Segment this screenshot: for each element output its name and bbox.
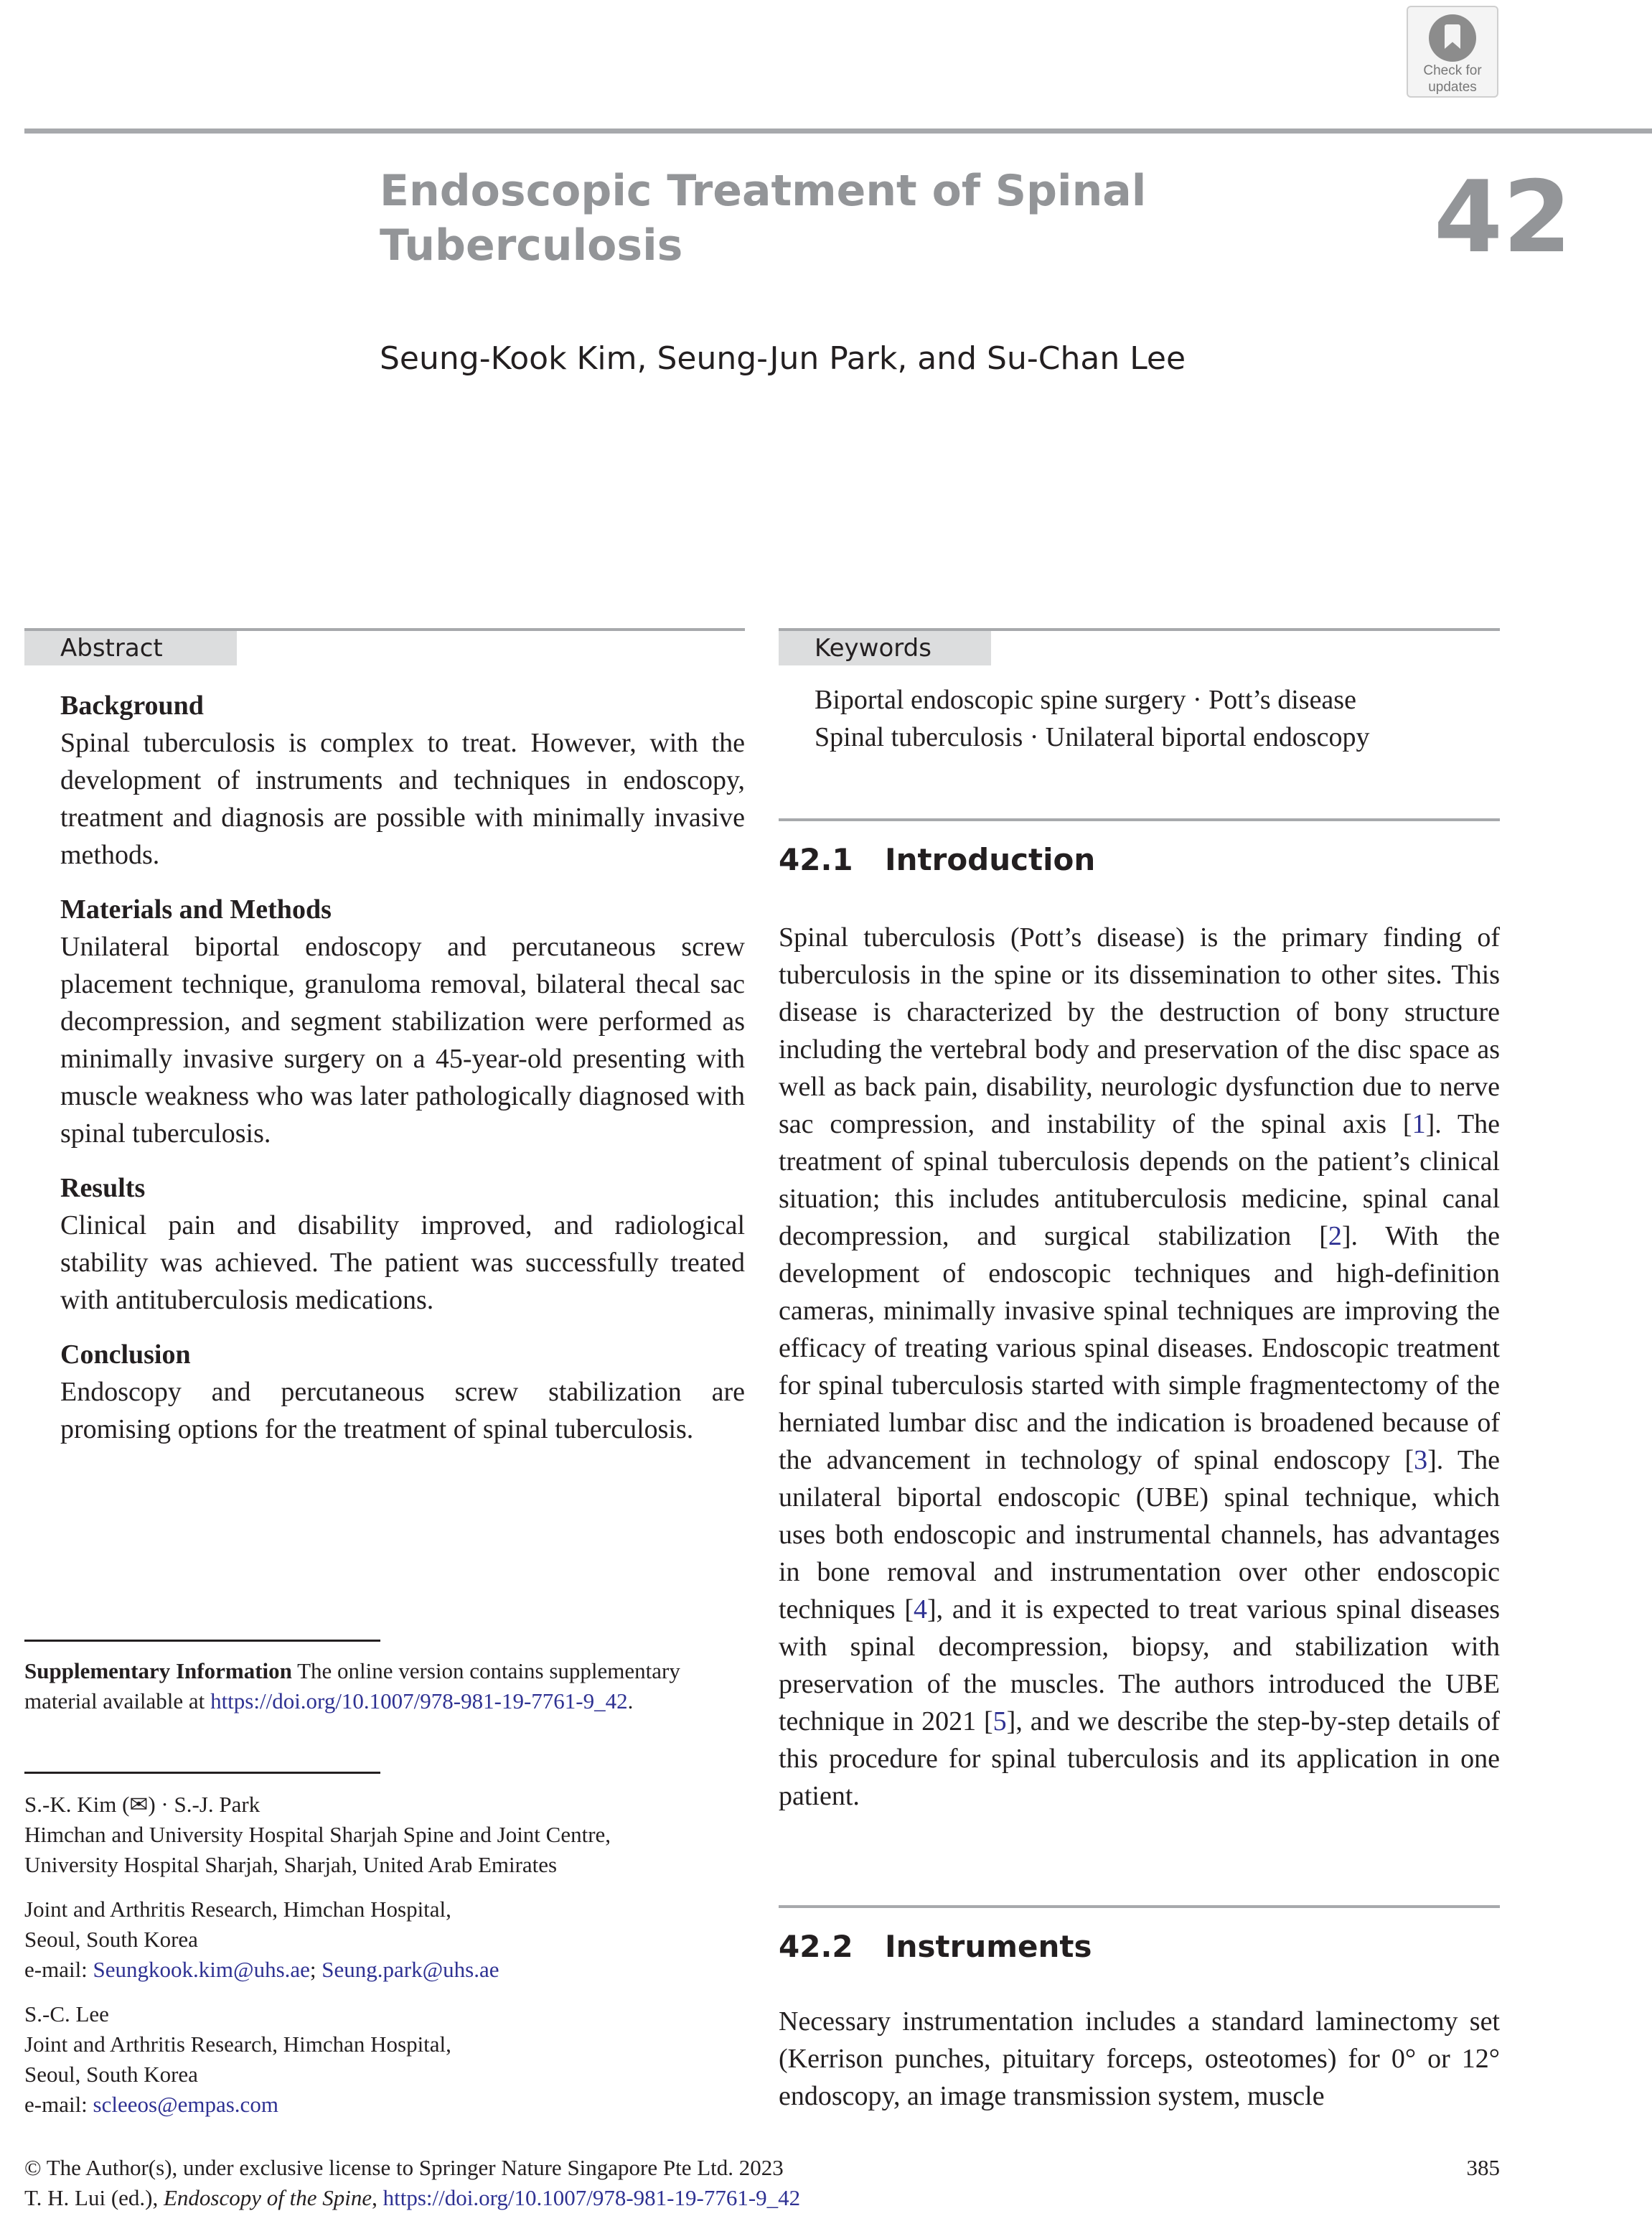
introduction-title: Introduction	[885, 842, 1096, 877]
supplementary-end: .	[627, 1688, 634, 1714]
instruments-rule	[779, 1905, 1500, 1908]
chapter-title-line-2: Tuberculosis	[380, 220, 683, 271]
keywords-section	[779, 628, 1500, 756]
introduction-rule	[779, 818, 1500, 821]
abstract-section	[24, 628, 745, 1465]
intro-text-6: ], and we describe the step-by-step details of this procedure for spinal tuberculosis and its application in one patient.	[779, 1706, 1500, 1811]
header-rule	[24, 128, 1652, 134]
affiliation-2	[24, 1894, 756, 1985]
abstract-methods	[60, 891, 745, 1152]
abstract-conclusion-text: Endoscopy and percutaneous screw stabilization are promising options for the treatment of spinal tuberculosis.	[60, 1377, 745, 1444]
abstract-background-head: Background	[60, 691, 204, 721]
intro-text-2: ]. The treatment of spinal tuberculosis depends on the patient’s clinical situation; this includes antituberculosis medicine, spinal canal decompression, and surgical stabilization [	[779, 1109, 1501, 1251]
copyright-footer	[24, 2153, 1244, 2213]
affiliations-rule	[24, 1772, 380, 1774]
supplementary-note	[24, 1640, 756, 1716]
keywords-label: Keywords	[779, 631, 991, 665]
affiliation-1-line-1: Himchan and University Hospital Sharjah Spine and Joint Centre,	[24, 1822, 611, 1847]
badge-line-1: Check for	[1423, 63, 1482, 78]
copyright-line: © The Author(s), under exclusive license to Springer Nature Singapore Pte Ltd. 2023	[24, 2155, 784, 2180]
email-link-kim[interactable]: Seungkook.kim@uhs.ae	[93, 1957, 310, 1982]
abstract-background-text: Spinal tuberculosis is complex to treat. However, with the development of instruments and techniques in endoscopy, treatment and diagnosis are possible with minimally invasive methods.	[60, 728, 745, 870]
bookmark-icon	[1429, 14, 1476, 62]
introduction-paragraph	[779, 919, 1500, 1815]
email-separator: ;	[309, 1957, 322, 1982]
affiliation-3-line-1: Joint and Arthritis Research, Himchan Hospital,	[24, 2032, 451, 2057]
email-label: e-mail:	[24, 1957, 93, 1982]
intro-text-1: Spinal tuberculosis (Pott’s disease) is the primary finding of tuberculosis in the spine or its dissemination to other sites. This disease is characterized by the destruction of bony structure including the vertebral body and preservation of the disc space as well as back pain, disability, neurologic dysfunction due to nerve sac compression, and instability of the spinal axis [	[779, 922, 1500, 1139]
affiliation-1-authors: S.-K. Kim (✉) · S.-J. Park	[24, 1792, 261, 1817]
abstract-results-head: Results	[60, 1173, 146, 1203]
abstract-results	[60, 1169, 745, 1319]
check-for-updates-badge[interactable]	[1407, 6, 1498, 98]
supplementary-text	[24, 1656, 756, 1716]
keywords-line-2: Spinal tuberculosis · Unilateral biportal endoscopy	[815, 722, 1370, 752]
citation-3-link[interactable]: 3	[1414, 1445, 1428, 1475]
email-link-park[interactable]: Seung.park@uhs.ae	[322, 1957, 499, 1982]
instruments-title: Instruments	[885, 1929, 1092, 1964]
intro-text-5: ], and it is expected to treat various spinal diseases with spinal decompression, biopsy, and stabilization with preservation of the muscles. The authors introduced the UBE technique in 2021 [	[779, 1594, 1500, 1736]
instruments-paragraph: Necessary instrumentation includes a standard laminectomy set (Kerrison punches, pituitary forceps, osteotomes) for 0° or 12° endoscopy, an image transmission system, muscle	[779, 2006, 1500, 2111]
email-label: e-mail:	[24, 2092, 93, 2117]
introduction-number: 42.1	[779, 842, 853, 877]
affiliation-2-line-1: Joint and Arthritis Research, Himchan Hospital,	[24, 1897, 451, 1922]
abstract-background	[60, 687, 745, 874]
abstract-content	[24, 687, 745, 1448]
citation-line	[24, 2183, 1244, 2213]
affiliation-1-line-2: University Hospital Sharjah, Sharjah, United Arab Emirates	[24, 1852, 558, 1877]
affiliation-2-line-2: Seoul, South Korea	[24, 1927, 198, 1952]
instruments-number: 42.2	[779, 1929, 853, 1964]
affiliation-3-author: S.-C. Lee	[24, 2001, 109, 2026]
abstract-conclusion-head: Conclusion	[60, 1340, 191, 1370]
abstract-methods-text: Unilateral biportal endoscopy and percutaneous screw placement technique, granuloma removal, bilateral thecal sac decompression, and segment stabilization were performed as minimally invasive surgery on a 45-year-old presenting with muscle weakness who was later pathologically diagnosed with spinal tuberculosis.	[60, 932, 745, 1149]
keywords-line-1: Biportal endoscopic spine surgery · Pott’s disease	[815, 685, 1356, 715]
supplementary-head: Supplementary Information	[24, 1658, 292, 1683]
chapter-number: 42	[1433, 159, 1572, 275]
chapter-title	[380, 164, 1241, 273]
citation-1-link[interactable]: 1	[1412, 1109, 1426, 1139]
chapter-authors: Seung-Kook Kim, Seung-Jun Park, and Su-Chan Lee	[380, 340, 1186, 377]
affiliation-3-line-2: Seoul, South Korea	[24, 2062, 198, 2087]
abstract-methods-head: Materials and Methods	[60, 894, 332, 925]
intro-text-4: ]. The unilateral biportal endoscopic (UBE) spinal technique, which uses both endoscopic and instrumental channels, has advantages in bone removal and instrumentation over other endoscopic techniques [	[779, 1445, 1501, 1624]
supplementary-rule	[24, 1640, 380, 1642]
affiliation-3	[24, 1999, 756, 2120]
abstract-label: Abstract	[24, 631, 237, 665]
instruments-section	[779, 1905, 1500, 2115]
keywords-list	[779, 681, 1500, 756]
footer-doi-link[interactable]: https://doi.org/10.1007/978-981-19-7761-9_42	[383, 2185, 801, 2210]
introduction-heading	[779, 838, 1500, 882]
supplementary-body: The online version contains supplementary material available at	[24, 1658, 680, 1714]
email-link-lee[interactable]: scleeos@empas.com	[93, 2092, 278, 2117]
footer-editor: T. H. Lui (ed.),	[24, 2185, 164, 2210]
citation-5-link[interactable]: 5	[992, 1706, 1007, 1736]
abstract-conclusion	[60, 1336, 745, 1448]
affiliation-1	[24, 1790, 756, 1880]
badge-line-2: updates	[1428, 80, 1477, 95]
introduction-section	[779, 818, 1500, 1815]
affiliations	[24, 1772, 756, 2120]
footer-book-title: Endoscopy of the Spine	[163, 2185, 372, 2210]
citation-2-link[interactable]: 2	[1328, 1221, 1342, 1251]
abstract-results-text: Clinical pain and disability improved, and radiological stability was achieved. The patient was successfully treated with antituberculosis medications.	[60, 1210, 745, 1315]
page-number: 385	[1466, 2155, 1500, 2180]
affiliation-3-email	[24, 2090, 756, 2120]
supplementary-doi-link[interactable]: https://doi.org/10.1007/978-981-19-7761-9_42	[210, 1688, 628, 1714]
instruments-heading	[779, 1925, 1500, 1968]
chapter-title-line-1: Endoscopic Treatment of Spinal	[380, 166, 1147, 216]
affiliation-2-emails	[24, 1955, 756, 1985]
footer-separator: ,	[372, 2185, 383, 2210]
intro-text-3: ]. With the development of endoscopic techniques and high-definition cameras, minimally invasive spinal techniques are improving the efficacy of treating various spinal diseases. Endoscopic treatment for spinal tuberculosis started with simple fragmentectomy of the herniated lumbar disc and the indication is broadened because of the advancement in technology of spinal endoscopy [	[779, 1221, 1500, 1475]
citation-4-link[interactable]: 4	[913, 1594, 927, 1624]
